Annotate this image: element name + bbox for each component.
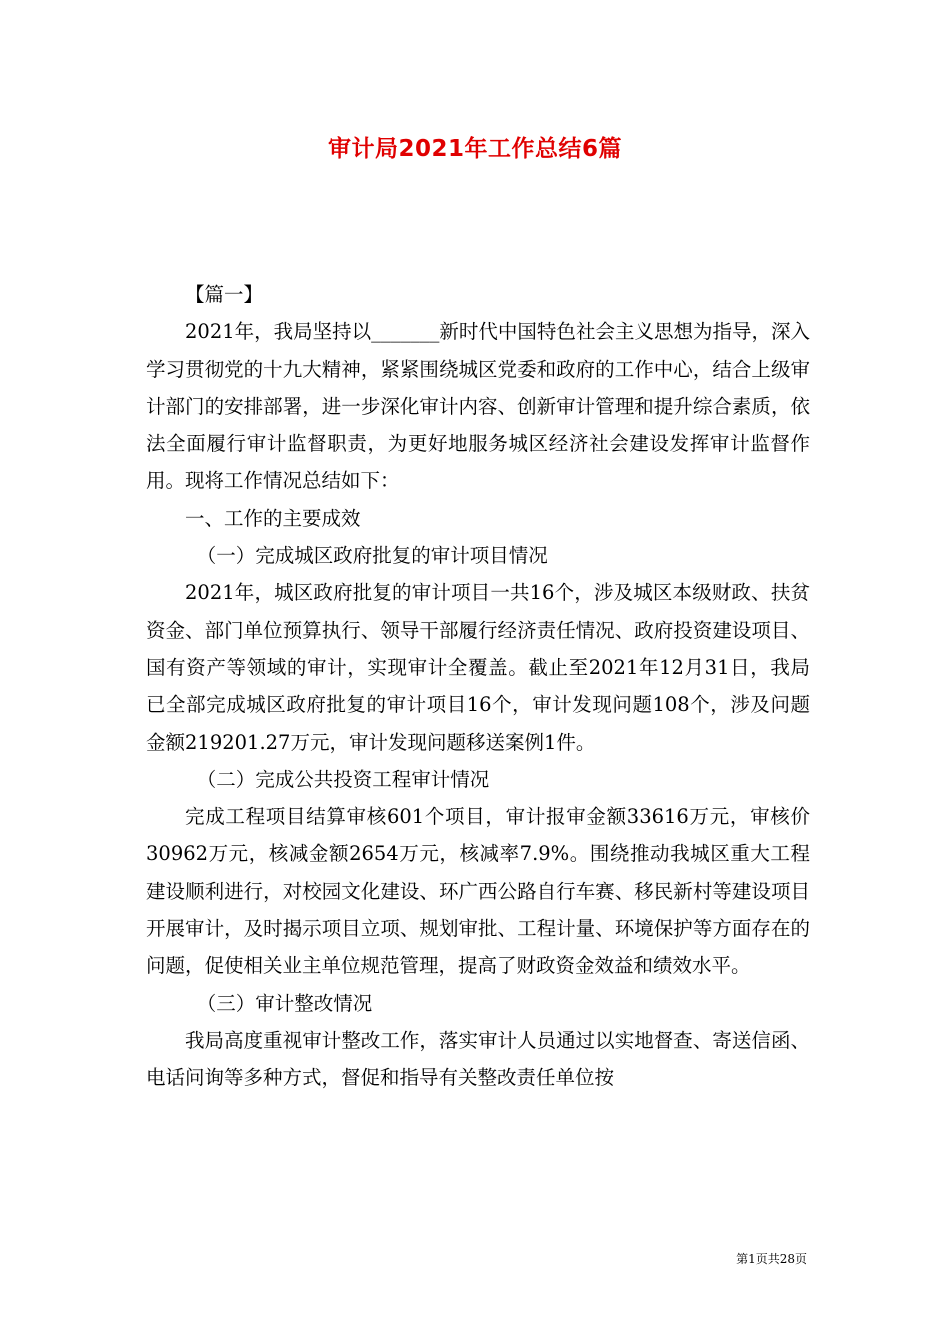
rectification-paragraph: 我局高度重视审计整改工作，落实审计人员通过以实地督查、寄送信函、电话问询等多种方式，督促和指导有关整改责任单位按: [146, 1028, 810, 1090]
approved-projects-paragraph: 2021年，城区政府批复的审计项目一共16个，涉及城区本级财政、扶贫资金、部门单位预算执行、领导干部履行经济责任情况、政府投资建设项目、国有资产等领域的审计，实现审计全覆盖。截止至2021年12月31日，我局已全部完成城区政府批复的审计项目16个，审计发现问题108个，涉及问题金额219201.27万元，审计发现问题移送案例1件。: [146, 581, 810, 754]
document-title: 审计局2021年工作总结6篇: [327, 136, 623, 162]
subheading-public-investment: （二）完成公共投资工程审计情况: [196, 767, 490, 791]
subheading-rectification: （三）审计整改情况: [196, 991, 373, 1015]
page-number-footer: 第1页共28页: [736, 1252, 807, 1266]
subheading-approved-projects: （一）完成城区政府批复的审计项目情况: [196, 544, 548, 568]
document-body: [146, 276, 810, 1097]
section-label: 【篇一】: [185, 283, 264, 306]
public-investment-paragraph: 完成工程项目结算审核601个项目，审计报审金额33616万元，审核价30962万元，核减金额2654万元，核减率7.9%。围绕推动我城区重大工程建设顺利进行，对校园文化建设、环广西公路自行车赛、移民新村等建设项目开展审计，及时揭示项目立项、规划审批、工程计量、环境保护等方面存在的问题，促使相关业主单位规范管理，提高了财政资金效益和绩效水平。: [146, 805, 810, 978]
intro-paragraph: 2021年，我局坚持以_______新时代中国特色社会主义思想为指导，深入学习贯彻党的十九大精神，紧紧围绕城区党委和政府的工作中心，结合上级审计部门的安排部署，进一步深化审计内容、创新审计管理和提升综合素质，依法全面履行审计监督职责，为更好地服务城区经济社会建设发挥审计监督作用。现将工作情况总结如下：: [146, 320, 810, 493]
heading-main-achievements: 一、工作的主要成效: [185, 506, 361, 530]
